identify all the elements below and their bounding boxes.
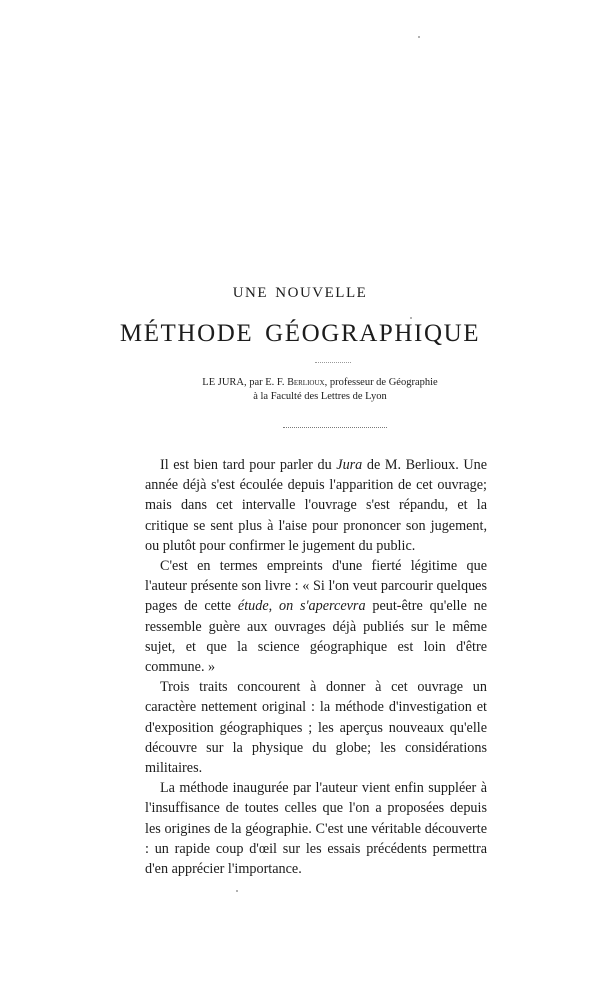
paper-speck [410, 317, 412, 319]
paragraph-1 [145, 455, 487, 556]
paragraph-2 [145, 556, 487, 677]
paragraph-1-text-a: Il est bien tard pour parler du [160, 457, 337, 473]
book-reference [160, 376, 480, 404]
paragraph-2-text-b: , [268, 598, 279, 615]
paragraph-2-italic-2: on s'apercevra [279, 598, 366, 615]
book-reference-faculty: à la Faculté des Lettres de Lyon [253, 391, 387, 402]
paragraph-3: Trois traits concourent à donner à cet ouvrage un caractère nettement original : la méthode d'investigation et d'exposition géographiques ; les aperçus nouveaux qu'elle découvre sur la physique du globe; les considérations militaires. [145, 679, 487, 777]
title-line-1: UNE NOUVELLE [232, 285, 368, 301]
book-reference-role: , professeur de Géographie [324, 377, 438, 388]
paper-speck [236, 890, 238, 892]
paragraph-2-italic-1: étude [237, 598, 269, 615]
article-body [145, 455, 487, 879]
book-reference-prefix: LE JURA, par E. F. [202, 377, 288, 388]
paragraph-2-text-c: peut-être qu'elle ne ressemble guère aux ouvrages déjà publiés sur le même sujet, et que la science géographique est loin d'être commune. » [145, 598, 488, 676]
paragraph-1-italic: Jura [336, 457, 363, 473]
paragraph-1-text-b: de M. Berlioux. Une année déjà s'est écoulée depuis l'apparition de cet ouvrage; mais dans cet intervalle l'ouvrage s'est répandu, et la critique se sent plus à l'aise pour prononcer son jugement, ou plutôt pour confirmer le jugement du public. [145, 457, 487, 554]
paragraph-2-text-a: C'est en termes empreints d'une fierté légitime que l'auteur présente son livre : « Si l'on veut parcourir quelques pages de cette [145, 558, 487, 615]
author-name: Berlioux [287, 377, 325, 388]
article-title: MÉTHODE GÉOGRAPHIQUE [119, 320, 481, 347]
paragraph-4: La méthode inaugurée par l'auteur vient enfin suppléer à l'insuffisance de toutes celles que l'on a proposées depuis les origines de la géographie. C'est une véritable découverte : un rapide coup d'œil sur les essais précédents permettra d'en apprécier l'importance. [145, 780, 487, 878]
paper-speck [418, 36, 420, 38]
title-divider [315, 362, 351, 363]
section-divider [283, 427, 387, 428]
